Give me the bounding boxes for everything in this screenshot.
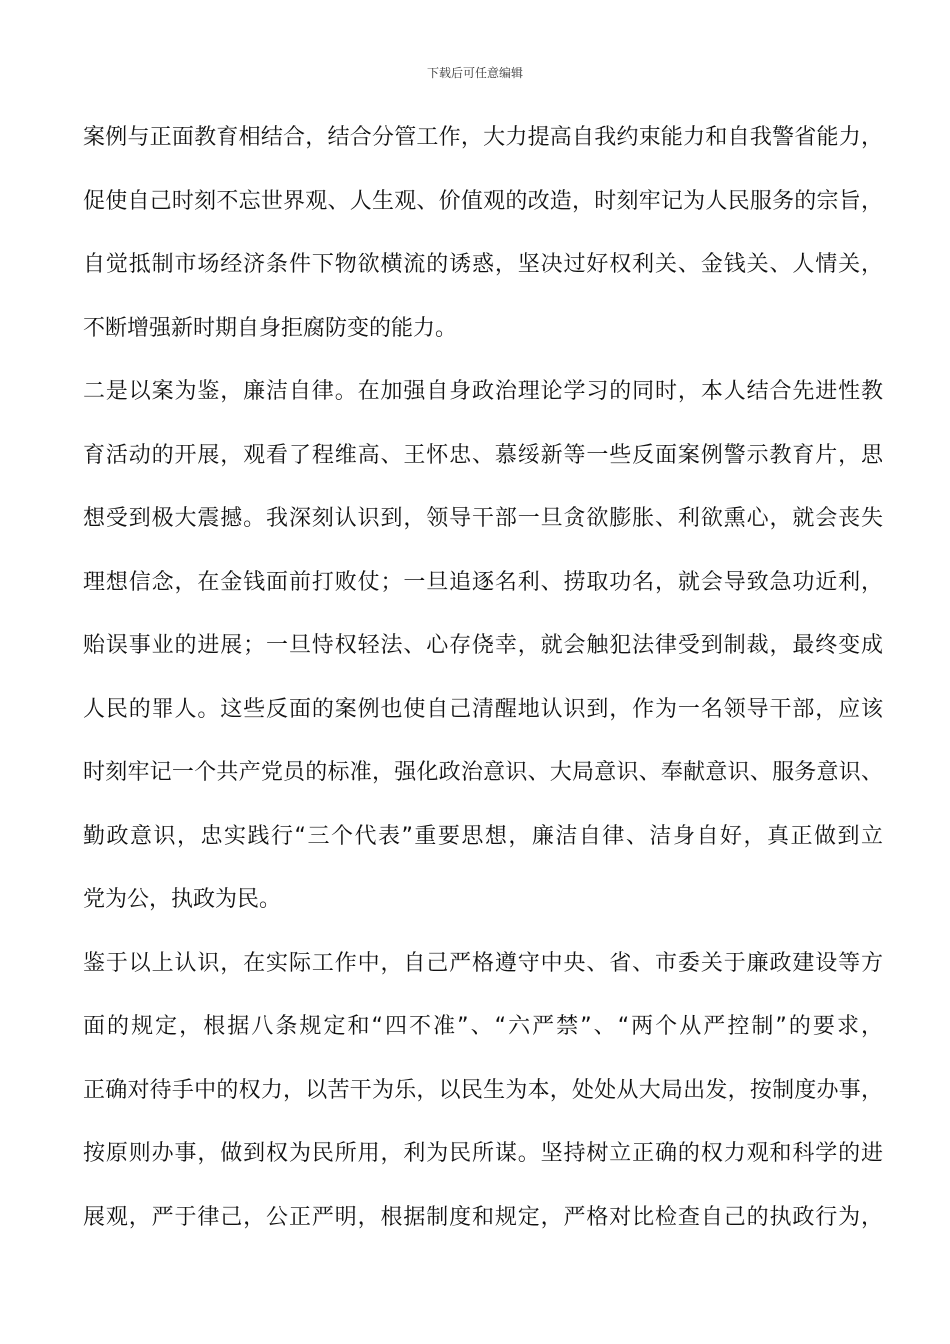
document-body <box>83 112 883 1255</box>
text-line: 鉴于以上认识，在实际工作中，自己严格遵守中央、省、市委关于廉政建设等方 <box>83 950 883 976</box>
text-line: 促使自己时刻不忘世界观、人生观、价值观的改造，时刻牢记为人民服务的宗旨， <box>83 188 883 214</box>
paragraph-1 <box>83 112 883 366</box>
text-line: 想受到极大震撼。我深刻认识到，领导干部一旦贪欲膨胀、利欲熏心，就会丧失 <box>83 506 883 531</box>
text-line: 自觉抵制市场经济条件下物欲横流的诱惑，坚决过好权利关、金钱关、人情关， <box>83 252 883 277</box>
paragraph-3 <box>83 938 883 1256</box>
text-line: 党为公，执政为民。 <box>83 887 282 912</box>
text-line: 育活动的开展，观看了程维高、王怀忠、慕绥新等一些反面案例警示教育片，思 <box>83 442 883 468</box>
text-line: 按原则办事，做到权为民所用，利为民所谋。坚持树立正确的权力观和科学的进 <box>83 1141 883 1166</box>
text-line: 人民的罪人。这些反面的案例也使自己清醒地认识到，作为一名领导干部，应该 <box>83 696 883 722</box>
page-header: 下载后可任意编辑 <box>426 66 523 80</box>
text-line: 展观，严于律己，公正严明，根据制度和规定，严格对比检查自己的执政行为， <box>83 1204 883 1230</box>
text-line: 案例与正面教育相结合，结合分管工作，大力提高自我约束能力和自我警省能力， <box>83 125 883 150</box>
text-line: 贻误事业的进展；一旦恃权轻法、心存侥幸，就会触犯法律受到制裁，最终变成 <box>83 633 883 658</box>
text-line: 勤政意识，忠实践行“三个代表”重要思想，廉洁自律、洁身自好，真正做到立 <box>83 823 883 849</box>
paragraph-2 <box>83 366 883 938</box>
text-line: 时刻牢记一个共产党员的标准，强化政治意识、大局意识、奉献意识、服务意识、 <box>83 760 883 785</box>
text-line: 理想信念，在金钱面前打败仗；一旦追逐名利、捞取功名，就会导致急功近利， <box>83 569 883 595</box>
text-line: 正确对待手中的权力，以苦干为乐，以民生为本，处处从大局出发，按制度办事， <box>83 1077 883 1103</box>
text-line: 面的规定，根据八条规定和“四不准”、“六严禁”、“两个从严控制”的要求， <box>83 1014 883 1039</box>
text-line: 不断增强新时期自身拒腐防变的能力。 <box>83 315 458 341</box>
text-line: 二是以案为鉴，廉洁自律。在加强自身政治理论学习的同时，本人结合先进性教 <box>83 379 883 404</box>
